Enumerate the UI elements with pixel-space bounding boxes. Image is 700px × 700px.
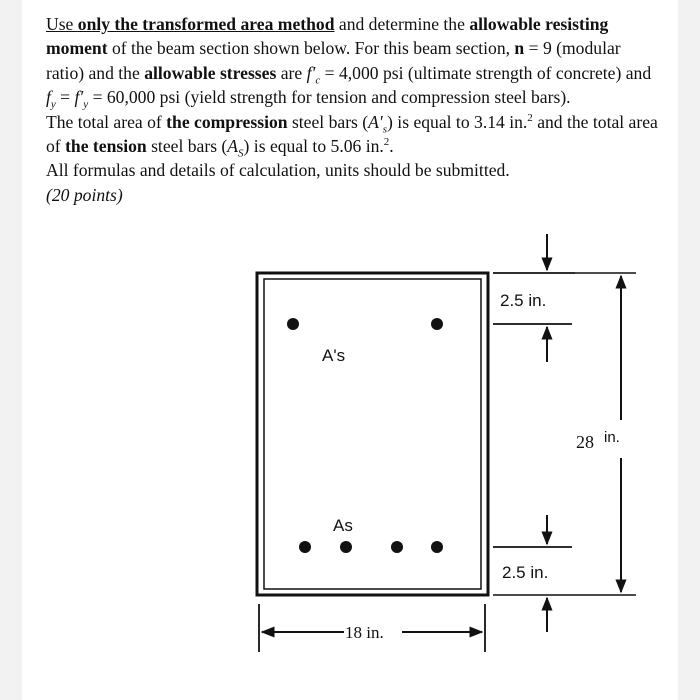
- text-fragment: and the total area of: [46, 111, 658, 157]
- dim-depth-value: 28: [576, 432, 594, 452]
- text-fragment: ) is equal to 3.14 in.: [387, 111, 528, 132]
- text-n-symbol: n: [514, 38, 525, 59]
- text-fragment: of the beam section shown below. For this beam section,: [107, 38, 515, 59]
- text-fragment: ) is equal to 5.06 in.: [243, 136, 384, 157]
- text-fragment: steel bars (: [287, 111, 369, 132]
- text-compression: the compression: [166, 111, 288, 132]
- superscript-2: 2: [383, 136, 390, 149]
- symbol-fy-prime: $f'_y$: [74, 87, 89, 111]
- points-label: (20 points): [46, 184, 123, 205]
- compression-bar: [431, 318, 443, 330]
- text-fragment: steel bars (: [146, 136, 228, 157]
- superscript-2: 2: [527, 111, 533, 124]
- compression-bar: [287, 318, 299, 330]
- text-fragment: The total area of: [46, 111, 167, 132]
- text-n-value: = 9 (modular ratio) and the: [46, 38, 621, 83]
- problem-paragraph-3: All formulas and details of calculation, units should be submitted.: [46, 160, 510, 181]
- tension-bar: [391, 541, 403, 553]
- dim-bottom-cover: 2.5 in.: [502, 563, 549, 582]
- label-tension-steel: As: [333, 516, 353, 535]
- symbol-fc: $f'_c$: [306, 62, 321, 87]
- text-allowable-moment: allowable resisting moment: [46, 14, 609, 59]
- text-use: Use: [46, 14, 78, 34]
- tension-bar: [299, 541, 311, 553]
- tension-bar: [431, 541, 443, 553]
- text-fragment: and determine the: [334, 14, 470, 34]
- text-fc-value: = 4,000 psi (ultimate strength of concrete) and: [324, 62, 652, 83]
- text-tension: the tension: [65, 136, 147, 157]
- text-method: only the transformed area method: [77, 14, 335, 34]
- problem-paragraph-1: Use only the transformed area method and determine the allowable resisting moment of the beam section shown below. For this beam section, n = 9 (modular ratio) and the allowable stresses are $f'_c = 4,000$ psi (ultimate strength of concrete) and $f_y = f'_y = 60,000$ psi (yield strength for tension and compression steel bars).: [46, 14, 652, 111]
- text-fragment: are: [276, 62, 307, 83]
- tension-bar: [340, 541, 352, 553]
- text-fragment: .: [389, 136, 394, 157]
- dim-width: 18 in.: [345, 623, 384, 642]
- text-fy-value: = 60,000 psi (yield strength for tension and compression steel bars).: [92, 87, 571, 108]
- text-allowable-stresses: allowable stresses: [144, 62, 277, 83]
- dim-depth-unit: in.: [604, 429, 620, 446]
- label-compression-steel: A's: [322, 346, 346, 365]
- dim-top-cover: 2.5 in.: [500, 291, 547, 310]
- symbol-as-prime: $A'_s$: [368, 111, 388, 136]
- symbol-as: $A_S$: [227, 136, 244, 160]
- symbol-fy: $f_y$: [46, 87, 56, 111]
